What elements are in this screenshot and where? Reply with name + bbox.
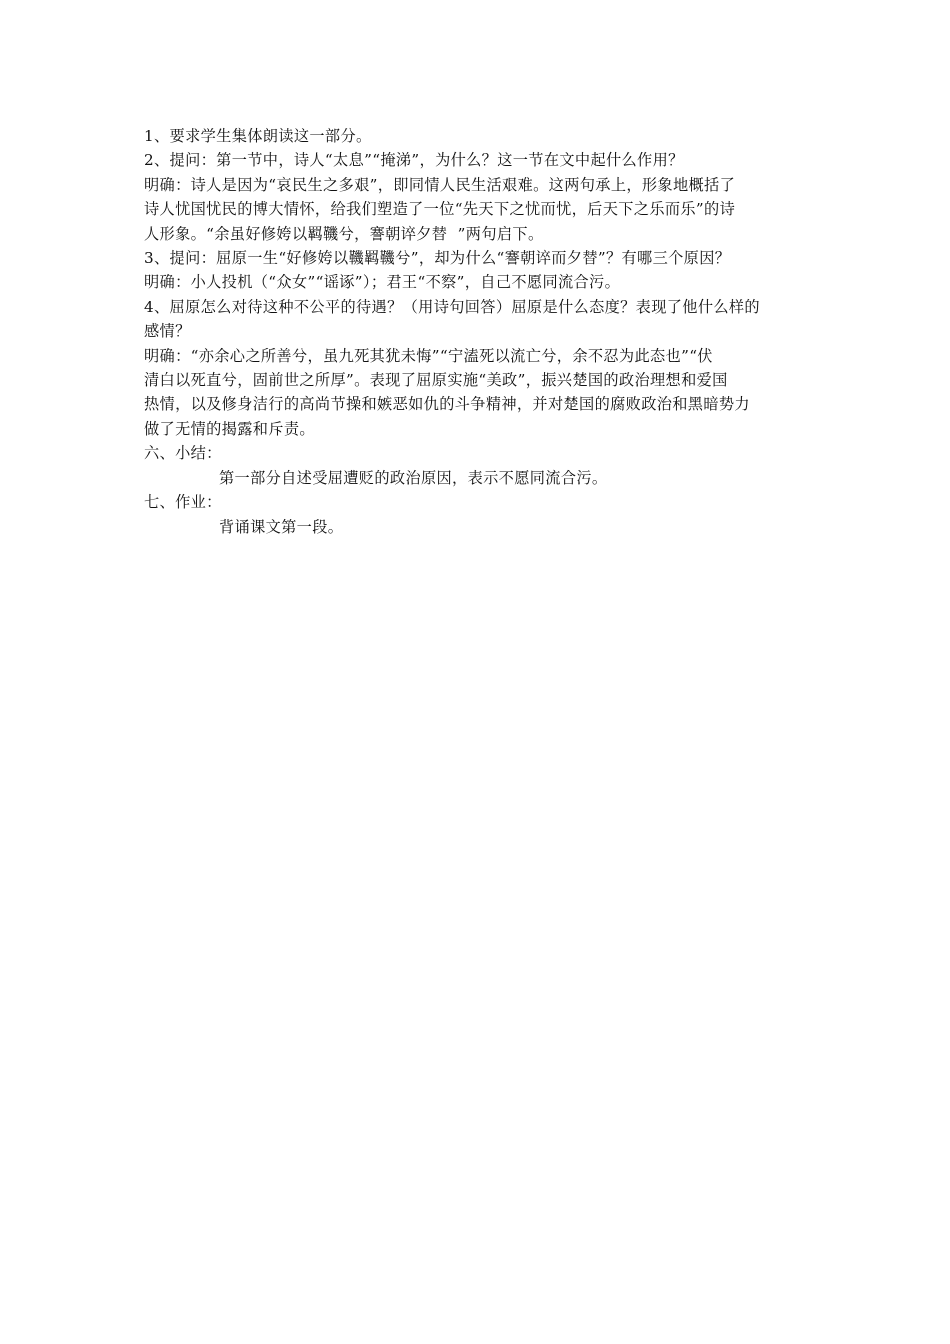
section-homework-heading: 七、作业： (144, 493, 222, 512)
answer-4-line-1: 明确：“亦余心之所善兮，虽九死其犹未悔”“宁溘死以流亡兮，余不忍为此态也”“伏 (144, 346, 713, 365)
question-1: 1、要求学生集体朗读这一部分。 (144, 127, 372, 145)
question-2: 2、提问：第一节中，诗人“太息”“掩涕”，为什么？这一节在文中起什么作用？ (144, 151, 684, 170)
answer-4-line-2: 清白以死直兮，固前世之所厚”。表现了屈原实施“美政”，振兴楚国的政治理想和爱国 (144, 371, 728, 390)
answer-4-line-3: 热情，以及修身洁行的高尚节操和嫉恶如仇的斗争精神，并对楚国的腐败政治和黑暗势力 (144, 395, 750, 414)
question-4-line-2: 感情？ (144, 322, 191, 341)
question-4-line-1: 4、屈原怎么对待这种不公平的待遇？（用诗句回答）屈原是什么态度？表现了他什么样的 (144, 297, 760, 316)
answer-4-line-4: 做了无情的揭露和斥责。 (144, 419, 315, 438)
document-body (144, 124, 808, 539)
answer-2-line-1: 明确：诗人是因为“哀民生之多艰”，即同情人民生活艰难。这两句承上，形象地概括了 (144, 175, 736, 194)
section-summary-heading: 六、小结： (144, 444, 222, 463)
question-3: 3、提问：屈原一生“好修姱以鞿羁鞿兮”，却为什么“謇朝谇而夕替”？有哪三个原因？ (144, 249, 731, 268)
answer-3: 明确：小人投机（“众女”“谣诼”）；君王“不察”，自己不愿同流合污。 (144, 273, 621, 292)
answer-2-line-2: 诗人忧国忧民的博大情怀，给我们塑造了一位“先天下之忧而忧，后天下之乐而乐”的诗 (144, 200, 736, 219)
summary-text: 第一部分自述受屈遭贬的政治原因，表示不愿同流合污。 (219, 468, 608, 487)
homework-text: 背诵课文第一段。 (219, 517, 344, 536)
answer-2-line-3: 人形象。“余虽好修姱以羁鞿兮，謇朝谇夕替 ”两句启下。 (144, 224, 544, 243)
